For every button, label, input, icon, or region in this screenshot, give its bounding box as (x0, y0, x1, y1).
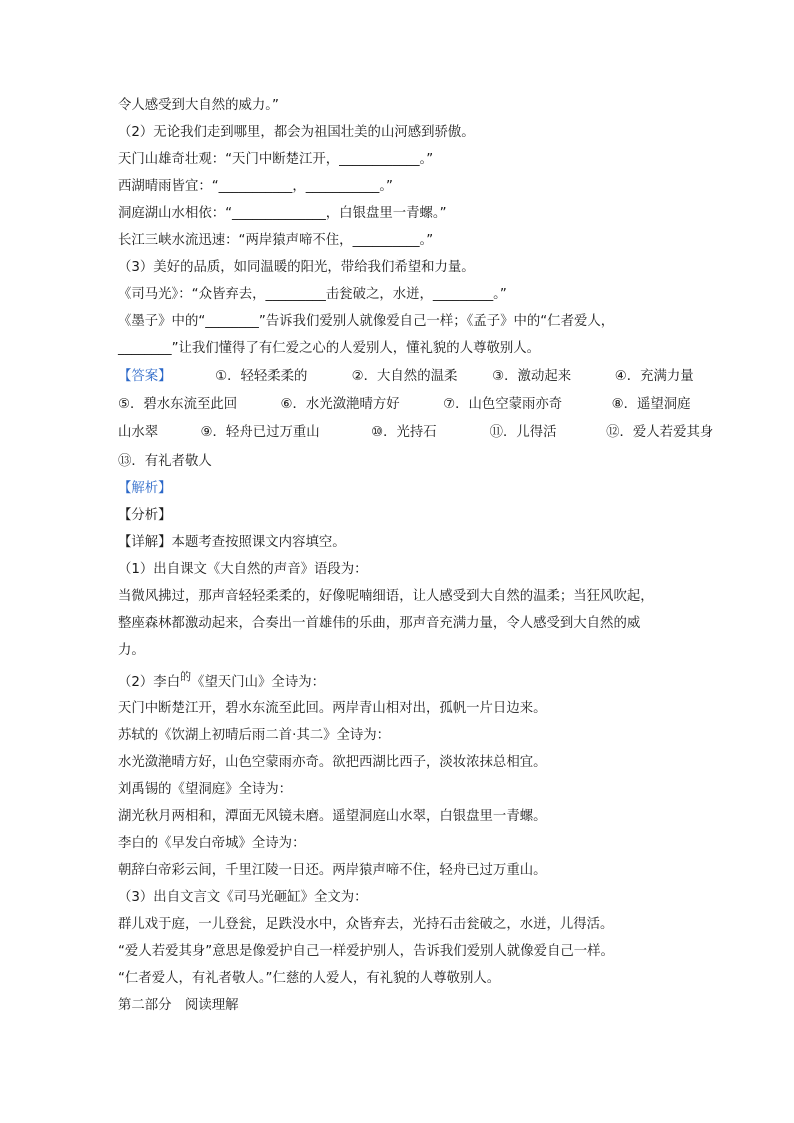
answer-tag: 【答案】 (118, 369, 172, 384)
question-line: 洞庭湖山水相依：“______________，白银盘里一青螺。” (118, 206, 447, 221)
answer-row-1 (118, 368, 694, 386)
answer-item: ②．大自然的温柔 (351, 369, 458, 384)
explanation-line (118, 670, 684, 692)
question-line: 长江三峡水流迅速：“两岸猿声啼不住，__________。” (118, 233, 434, 248)
explanation-line: 刘禹锡的《望洞庭》全诗为： (118, 782, 293, 797)
question-line: （3）美好的品质，如同温暖的阳光，带给我们希望和力量。 (118, 260, 475, 275)
answer-item: ⑫．爱人若爱其身 (606, 425, 714, 440)
explanation-line: “爱人若爱其身”意思是像爱护自己一样爱护别人，告诉我们爱别人就像爱自己一样。 (118, 944, 614, 959)
answer-item: 山水翠 (118, 425, 159, 440)
answer-item: ①．轻轻柔柔的 (215, 369, 308, 384)
explanation-line: 整座森林都激动起来，合奏出一首雄伟的乐曲，那声音充满力量，令人感受到大自然的威 (118, 616, 641, 631)
answer-row-3 (118, 424, 714, 442)
explanation-line: “仁者爱人，有礼者敬人。”仁慈的人爱人，有礼貌的人尊敬别人。 (118, 971, 501, 986)
explanation-line: （3）出自文言文《司马光砸缸》全文为： (118, 890, 368, 905)
explanation-line: 湖光秋月两相和，潭面无风镜未磨。遥望洞庭山水翠，白银盘里一青螺。 (118, 809, 547, 824)
question-line: ________”让我们懂得了有仁爱之心的人爱别人，懂礼貌的人尊敬别人。 (118, 341, 541, 356)
question-line: 《墨子》中的“________”告诉我们爱别人就像爱自己一样；《孟子》中的“仁者爱人， (118, 314, 615, 329)
explanation-line: 朝辞白帝彩云间，千里江陵一日还。两岸猿声啼不住，轻舟已过万重山。 (118, 863, 547, 878)
answer-item: ④．充满力量 (614, 369, 694, 384)
superscript-text: 的 (180, 670, 192, 683)
answer-row-2 (118, 396, 691, 414)
explanation-line: 水光潋滟晴方好，山色空蒙雨亦奇。欲把西湖比西子，淡妆浓抹总相宜。 (118, 755, 547, 770)
answer-item: ⑧．遥望洞庭 (611, 397, 691, 412)
answer-item: ⑨．轻舟已过万重山 (200, 425, 320, 440)
question-line: （2）无论我们走到哪里，都会为祖国壮美的山河感到骄傲。 (118, 125, 475, 140)
fenxi-tag: 【分析】 (118, 508, 172, 523)
explanation-line: 群儿戏于庭，一儿登瓮，足跌没水中，众皆弃去，光持石击瓮破之，水迸，儿得活。 (118, 917, 614, 932)
answer-item: ⑥．水光潋滟晴方好 (280, 397, 400, 412)
analysis-tag: 【解析】 (118, 481, 172, 496)
answer-row-4: ⑬．有礼者敬人 (118, 454, 212, 469)
answer-item: ⑦．山色空蒙雨亦奇 (443, 397, 563, 412)
explanation-line: 李白的《早发白帝城》全诗为： (118, 836, 306, 851)
explanation-line: 力。 (118, 643, 145, 658)
answer-item: ③．激动起来 (492, 369, 572, 384)
explanation-text: 《望天门山》全诗为： (191, 675, 325, 690)
answer-item: ⑪．儿得活 (489, 425, 557, 440)
question-line: 西湖晴雨皆宜：“___________，___________。” (118, 179, 393, 194)
explanation-line: （1）出自课文《大自然的声音》语段为： (118, 562, 368, 577)
question-line: 《司马光》：“众皆弃去，_________击瓮破之，水迸，_________。” (118, 287, 507, 302)
explanation-line: 苏轼的《饮湖上初晴后雨二首·其二》全诗为： (118, 728, 391, 743)
detail-line: 【详解】本题考查按照课文内容填空。 (118, 535, 346, 550)
question-line: 令人感受到大自然的威力。” (118, 98, 279, 113)
answer-item: ⑩．光持石 (371, 425, 437, 440)
explanation-line: 天门中断楚江开，碧水东流至此回。两岸青山相对出，孤帆一片日边来。 (118, 701, 547, 716)
explanation-line: 当微风拂过，那声音轻轻柔柔的，好像呢喃细语，让人感受到大自然的温柔；当狂风吹起， (118, 589, 654, 604)
explanation-text: （2）李白 (118, 675, 181, 690)
question-line: 天门山雄奇壮观：“天门中断楚江开，____________。” (118, 152, 434, 167)
section-heading: 第二部分 阅读理解 (118, 998, 239, 1013)
answer-item: ⑤．碧水东流至此回 (118, 397, 238, 412)
